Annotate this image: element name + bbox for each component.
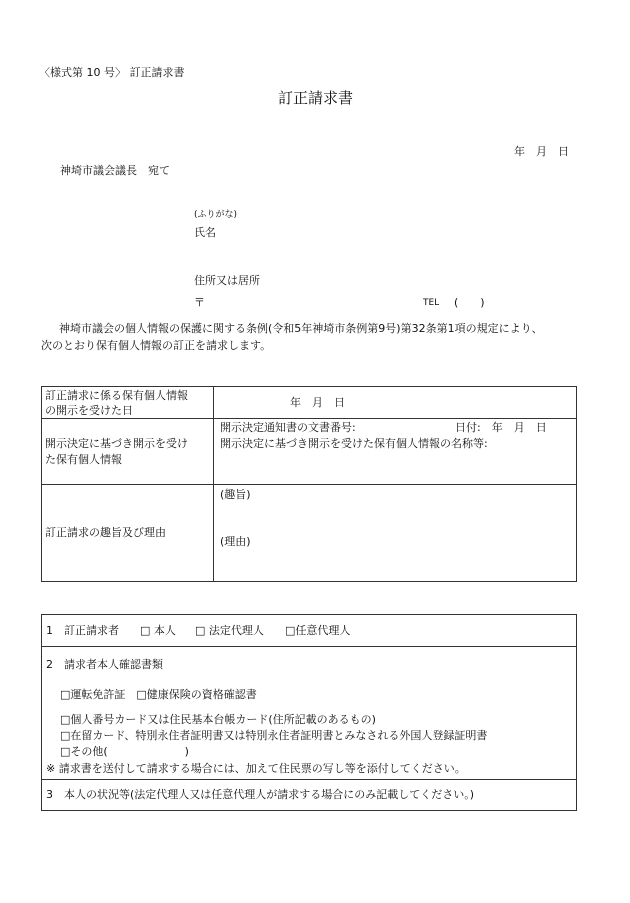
row2-label-line2: た保有個人情報	[45, 453, 122, 466]
requester-option-self: □ 本人	[140, 624, 176, 637]
intro-line-2: 次のとおり保有個人情報の訂正を請求します。	[41, 339, 272, 352]
id-doc-note: ※ 請求書を送付して請求する場合には、加えて住民票の写し等を添付してください。	[46, 762, 466, 775]
table2-row-divider-2	[41, 779, 577, 780]
name-label: 氏名	[194, 226, 216, 239]
requester-option-legal-rep: □ 法定代理人	[195, 624, 264, 637]
section2-label: 2 請求者本人確認書類	[46, 658, 163, 671]
table2-row-divider-1	[41, 646, 577, 647]
id-doc-line4: □その他( )	[60, 745, 189, 758]
section3-label: 3 本人の状況等(法定代理人又は任意代理人が請求する場合にのみ記載してください。)	[46, 788, 475, 801]
id-doc-line3: □在留カード、特別永住者証明書又は特別永住者証明書とみなされる外国人登録証明書	[60, 729, 488, 742]
date-line: 年 月 日	[514, 145, 569, 158]
page-title: 訂正請求書	[278, 89, 354, 107]
requester-option-voluntary-rep: □任意代理人	[285, 624, 351, 637]
tel-label: TEL	[423, 298, 440, 308]
section1-label: 1 訂正請求者	[46, 624, 119, 637]
id-doc-line1: □運転免許証 □健康保険の資格確認書	[60, 688, 257, 701]
postal-mark: 〒	[194, 296, 205, 309]
notice-date: 日付: 年 月 日	[455, 421, 547, 434]
notice-document-number: 開示決定通知書の文書番号:	[220, 421, 356, 434]
id-doc-line2: □個人番号カード又は住民基本台帳カード(住所記載のあるもの)	[60, 713, 376, 726]
form-number: 〈様式第 10 号〉 訂正請求書	[39, 66, 185, 79]
table1-row-divider-2	[41, 484, 577, 485]
intro-line-1: 神埼市議会の個人情報の保護に関する条例(令和5年神埼市条例第9号)第32条第1項の規定により、	[59, 322, 543, 335]
disclosed-info-name: 開示決定に基づき開示を受けた保有個人情報の名称等:	[220, 437, 488, 450]
purpose-label: (趣旨)	[220, 488, 251, 501]
tel-parens: ( )	[454, 296, 485, 309]
addressee: 神埼市議会議長 宛て	[60, 164, 170, 177]
disclosure-date-value: 年 月 日	[290, 396, 345, 409]
table1-row-divider-1	[41, 418, 577, 419]
furigana-label: (ふりがな)	[194, 210, 238, 220]
row1-label-line1: 訂正請求に係る保有個人情報	[45, 389, 188, 402]
row2-label-line1: 開示決定に基づき開示を受け	[45, 437, 188, 450]
reason-label: (理由)	[220, 535, 251, 548]
row1-label-line2: の開示を受けた日	[45, 404, 133, 417]
address-label: 住所又は居所	[194, 274, 260, 287]
row3-label: 訂正請求の趣旨及び理由	[45, 526, 166, 539]
